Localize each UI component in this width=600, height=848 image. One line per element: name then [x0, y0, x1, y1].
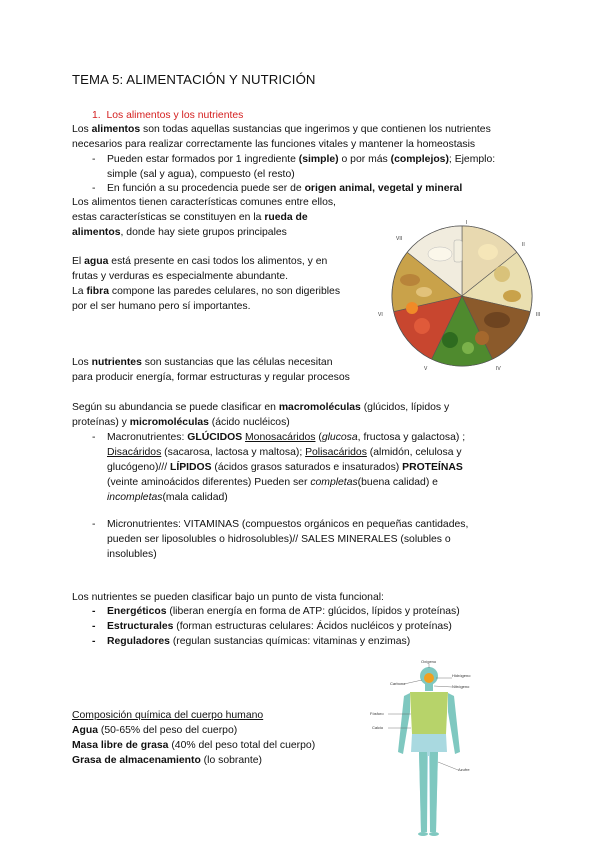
wheel-label: V — [424, 366, 428, 372]
wheel-label: III — [536, 312, 541, 318]
food-wheel-figure — [372, 216, 552, 376]
paragraph-abundancia: Según su abundancia se puede clasificar en macromoléculas (glúcidos, lípidos y proteínas) y micromoléculas (ácido nucléicos) — [72, 402, 450, 428]
page-title: TEMA 5: ALIMENTACIÓN Y NUTRICIÓN — [72, 72, 316, 87]
body-label: Oxígeno — [421, 659, 437, 664]
body-label: Calcio — [372, 725, 384, 730]
body-label: Carbono — [390, 681, 406, 686]
body-composition-figure — [366, 656, 486, 846]
wheel-label: VII — [396, 236, 403, 242]
wheel-label: II — [522, 242, 525, 248]
wheel-label: VI — [378, 312, 383, 318]
paragraph-rueda: Los alimentos tienen características comunes entre ellos, estas características se constituyen en la rueda de alimentos, donde hay siete grupos principales — [72, 197, 336, 238]
body-label: Nitrógeno — [452, 684, 470, 689]
section-heading: 1. Los alimentos y los nutrientes — [92, 110, 244, 121]
paragraph-nutrientes: Los nutrientes son sustancias que las células necesitan para producir energía, formar estructuras y regular procesos — [72, 357, 350, 383]
composition-heading: Composición química del cuerpo humano — [72, 710, 264, 721]
wheel-label: IV — [496, 366, 501, 372]
wheel-label: I — [466, 220, 468, 226]
paragraph-agua-fibra: El agua está presente en casi todos los alimentos, y en frutas y verduras es especialmente abundante. La fibra compone las paredes celulares, no son digeribles por el ser humano pero sí importantes. — [72, 256, 341, 312]
list-functional — [0, 604, 600, 649]
composition-section: Composición química del cuerpo humano Agua (50-65% del peso del cuerpo) Masa libre de grasa (40% del peso total del cuerpo) Grasa de almacenamiento (lo sobrante) — [72, 710, 316, 766]
body-label: Azufre — [458, 767, 470, 772]
list-item: - Reguladores (regulan sustancias químicas: vitaminas y enzimas) — [92, 636, 411, 647]
body-label: Fósforo — [370, 711, 384, 716]
paragraph-alimentos: Los alimentos son todas aquellas sustancias que ingerimos y que contienen los nutrientes necesarios para realizar correctamente las funciones vitales y mantener la homeostasis — [72, 124, 491, 150]
paragraph-funcional: Los nutrientes se pueden clasificar bajo un punto de vista funcional: — [72, 592, 384, 603]
list-item: - Estructurales (forman estructuras celulares: Ácidos nucléicos y proteínas) — [92, 621, 452, 632]
body-label: Hidrógeno — [452, 673, 471, 678]
list-item: - Energéticos (liberan energía en forma de ATP: glúcidos, lípidos y proteínas) — [92, 606, 460, 617]
